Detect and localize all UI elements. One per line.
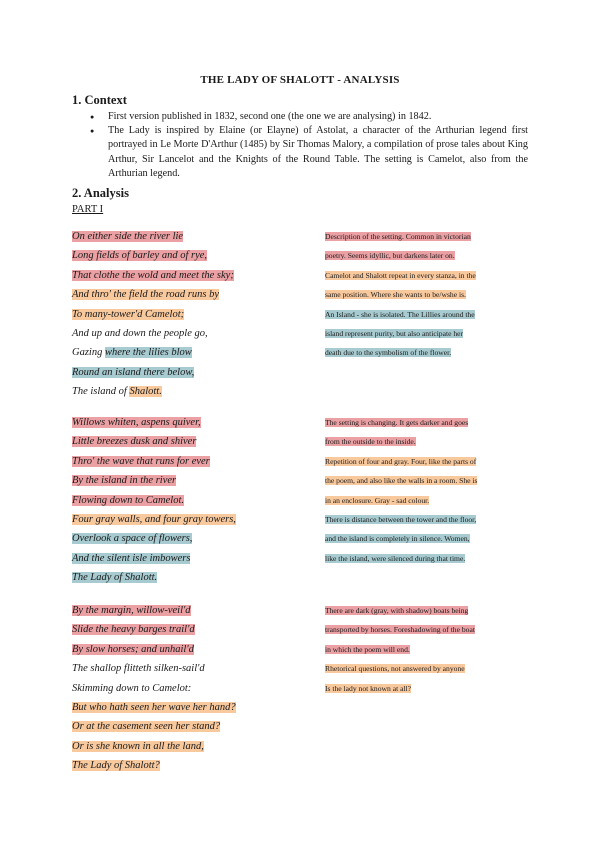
section-heading-analysis: 2. Analysis <box>72 186 129 200</box>
context-bullet-2: ● The Lady is inspired by Elaine (or Elayne) of Astolat, a character of the Arthurian legend first portrayed in Le Morte D'Arthur (1485) by Sir Thomas Malory, a compilation of prose tales about King Arthur, Sir Lancelot and the Knights of the Round Table. The setting is Camelot, also from the Arthurian legend. <box>90 124 528 181</box>
poem-line: Flowing down to Camelot. <box>72 494 185 506</box>
poem-line: And up and down the people go, <box>72 327 208 339</box>
note-line: Camelot and Shalott repeat in every stanza, in the <box>325 270 476 280</box>
notes-stanza-2 <box>325 413 530 568</box>
note-line: The setting is changing. It gets darker and goes <box>325 418 469 427</box>
note-line: transported by horses. Foreshadowing of the boat <box>325 625 475 635</box>
note-line: same position. Where she wants to be/wshe is. <box>325 290 466 300</box>
poem-line: Four gray walls, and four gray towers, <box>72 513 236 525</box>
note-line: An Island - she is isolated. The Lillies around the <box>325 309 475 319</box>
section-heading-context: 1. Context <box>72 93 127 107</box>
part-label: PART I <box>72 204 104 215</box>
note-line: Repetition of four and gray. Four, like the parts of <box>325 456 477 466</box>
note-line: Rhetorical questions, not answered by anyone <box>325 664 465 674</box>
poem-line: By the margin, willow-veil'd <box>72 605 191 616</box>
note-line: death due to the symbolism of the flower. <box>325 348 452 358</box>
poem-line: Or is she known in all the land, <box>72 740 204 752</box>
stanza-1 <box>72 227 312 402</box>
poem-line: Gazing where the lilies blow <box>72 347 192 359</box>
poem-line: That clothe the wold and meet the sky; <box>72 269 234 281</box>
poem-line: The Lady of Shalott? <box>72 760 160 772</box>
stanza-2 <box>72 413 312 588</box>
document-title: THE LADY OF SHALOTT - ANALYSIS <box>200 74 400 86</box>
poem-line: Long fields of barley and of rye, <box>72 250 208 262</box>
poem-line: The Lady of Shalott. <box>72 572 158 584</box>
note-line: from the outside to the inside. <box>325 437 416 447</box>
note-line: There is distance between the tower and the floor, <box>325 514 477 524</box>
poem-line: The island of Shalott. <box>72 386 162 398</box>
poem-line: And thro' the field the road runs by <box>72 289 219 301</box>
notes-stanza-3 <box>325 601 530 698</box>
note-line: and the island is completely in silence. Women, <box>325 534 470 544</box>
poem-line: By the island in the river <box>72 475 177 487</box>
poem-line: Overlook a space of flowers, <box>72 533 193 545</box>
poem-line: On either side the river lie <box>72 231 184 242</box>
note-line: poetry. Seems idyllic, but darkens later on. <box>325 251 455 261</box>
poem-line: Thro' the wave that runs for ever <box>72 455 210 467</box>
poem-line: Or at the casement seen her stand? <box>72 721 221 733</box>
note-line: island represent purity, but also anticipate her <box>325 328 464 338</box>
poem-line: Round an island there below, <box>72 366 195 378</box>
poem-line: Skimming down to Camelot: <box>72 682 192 694</box>
poem-line: To many-tower'd Camelot; <box>72 308 185 320</box>
context-bullet-1: ● First version published in 1832, second one (the one we are analysing) in 1842. <box>90 110 528 124</box>
poem-line: By slow horses; and unhail'd <box>72 643 194 655</box>
note-line: like the island, were silenced during that time. <box>325 553 466 563</box>
note-line: Description of the setting. Common in victorian <box>325 232 471 241</box>
notes-stanza-1 <box>325 227 530 363</box>
stanza-3 <box>72 601 312 776</box>
note-line: in an enclosure. Gray - sad colour. <box>325 495 430 505</box>
note-line: the poem, and also like the walls in a room. She is <box>325 476 478 486</box>
poem-line: But who hath seen her wave her hand? <box>72 701 236 713</box>
poem-line: And the silent isle imbowers <box>72 552 191 564</box>
note-line: in which the poem will end. <box>325 644 410 654</box>
poem-line: Little breezes dusk and shiver <box>72 436 197 448</box>
note-line: There are dark (gray, with shadow) boats being <box>325 606 469 615</box>
note-line: Is the lady not known at all? <box>325 683 412 693</box>
poem-line: Willows whiten, aspens quiver, <box>72 417 201 428</box>
poem-line: Slide the heavy barges trail'd <box>72 624 195 636</box>
context-bullet-list <box>90 110 528 181</box>
poem-line: The shallop flitteth silken-sail'd <box>72 663 205 675</box>
